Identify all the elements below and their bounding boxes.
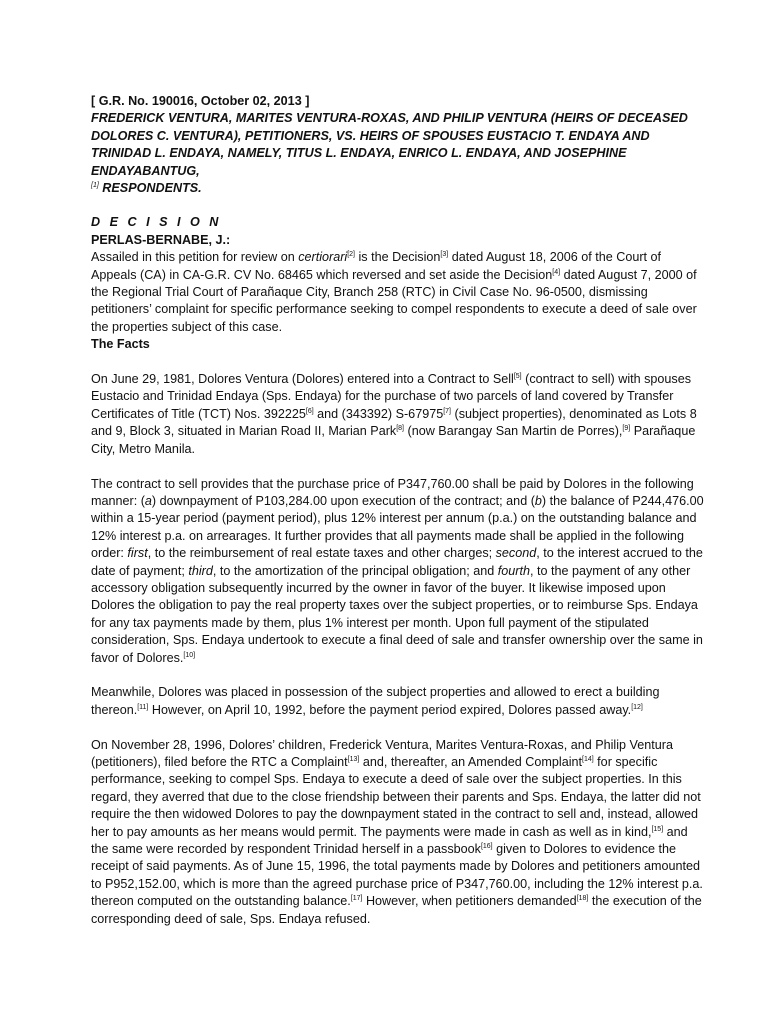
text-italic: b xyxy=(534,493,542,508)
case-title-text: FREDERICK VENTURA, MARITES VENTURA-ROXAS, AND PHILIP VENTURA (HEIRS OF DECEASED DOLORES C. VENTURA), PETITIONERS, VS. HEIRS OF SPOUSES EUSTACIO T. ENDAYA AND TRINIDAD L. ENDAYA, NAMELY, TITUS L. ENDAYA, ENRICO L. ENDAYA, AND JOSEPHINE ENDAYABANTUG, xyxy=(91,111,688,178)
text-run: is the Decision xyxy=(355,250,441,265)
text-run: ) downpayment of P103,284.00 upon execution of the contract; and ( xyxy=(151,493,535,508)
footnote-ref[interactable]: [4] xyxy=(552,268,561,276)
text-run: , to the amortization of the principal obligation; and xyxy=(212,563,498,578)
respondents-label: RESPONDENTS. xyxy=(98,181,202,196)
footnote-ref[interactable]: [6] xyxy=(305,407,314,415)
text-run: The contract to sell provides that the purchase price of P347,760.00 shall be paid by Dolores in the following manner: ( xyxy=(91,476,694,508)
footnote-ref[interactable]: [11] xyxy=(137,703,149,711)
text-run: and, thereafter, an Amended Complaint xyxy=(359,754,582,769)
facts-paragraph-1 xyxy=(91,371,708,458)
text-run: dated August 18, 2006 of the Court of Appeals (CA) in CA-G.R. CV No. 68465 which reversed and set aside the Decision xyxy=(91,250,662,282)
footnote-ref[interactable]: [10] xyxy=(183,651,196,659)
intro-paragraph xyxy=(91,249,708,336)
text-run: dated August 7, 2000 of the Regional Trial Court of Parañaque City, Branch 258 (RTC) in Civil Case No. 96-0500, dismissing petitioners’ complaint for specific performance seeking to compel respondents to execute a deed of sale over the properties subject of this case. xyxy=(91,267,697,334)
text-italic: third xyxy=(188,563,213,578)
facts-paragraph-4 xyxy=(91,737,708,928)
text-run: However, on April 10, 1992, before the payment period expired, Dolores passed away. xyxy=(148,702,632,717)
footnote-ref[interactable]: [12] xyxy=(631,703,643,711)
footnote-ref[interactable]: [16] xyxy=(480,842,493,850)
text-run: (contract to sell) with spouses Eustacio and Trinidad Endaya (Sps. Endaya) for the purchase of two parcels of land covered by Transfer Certificates of Title (TCT) Nos. 392225 xyxy=(91,372,692,421)
footnote-ref[interactable]: [2] xyxy=(347,251,355,259)
case-header xyxy=(91,93,708,197)
footnote-ref[interactable]: [15] xyxy=(651,825,664,833)
footnote-ref[interactable]: [1] xyxy=(91,181,99,189)
text-run: and the same were recorded by respondent Trinidad herself in a passbook xyxy=(91,824,688,856)
text-italic: a xyxy=(144,493,152,508)
text-run: , to the interest accrued to the date of payment; xyxy=(91,546,703,578)
text-run: , to the payment of any other accessory obligation subsequently incurred by the owner in favor of the buyer. It likewise imposed upon Dolores the obligation to pay the real property taxes over the subject properties, or to reimburse Sps. Endaya for any tax payments made by them, plus 1% interest per month. Upon full payment of the stipulated consideration, Sps. Endaya undertook to execute a final deed of sale and transfer ownership over the same in favor of Dolores. xyxy=(91,563,703,665)
decision-heading: D E C I S I O N xyxy=(91,215,222,230)
footnote-ref[interactable]: [3] xyxy=(440,251,449,259)
text-run: , to the reimbursement of real estate taxes and other charges; xyxy=(147,546,496,561)
facts-heading: The Facts xyxy=(91,337,150,352)
text-run: On June 29, 1981, Dolores Ventura (Dolores) entered into a Contract to Sell xyxy=(91,372,514,387)
facts-paragraph-2 xyxy=(91,476,708,667)
text-run: Assailed in this petition for review on xyxy=(91,250,299,265)
text-run: Parañaque City, Metro Manila. xyxy=(91,424,696,456)
text-run: (now Barangay San Martin de Porres), xyxy=(404,424,623,439)
text-run: However, when petitioners demanded xyxy=(362,894,577,909)
text-run: the execution of the corresponding deed of sale, Sps. Endaya refused. xyxy=(91,894,702,926)
facts-paragraph-3 xyxy=(91,684,708,719)
text-run: (subject properties), denominated as Lots 8 and 9, Block 3, situated in Marian Road II, Marian Park xyxy=(91,406,697,439)
text-run: for specific performance, seeking to compel Sps. Endaya to execute a deed of sale over the subject properties. In this regard, they averred that due to the close friendship between their parents and Sps. Endaya, the latter did not require the then widowed Dolores to pay the downpayment stated in the contract to sell and, instead, allowed her to pay amounts as her means would permit. The payments were made in cash as well as in kind, xyxy=(91,754,701,839)
footnote-ref[interactable]: [13] xyxy=(347,755,360,763)
text-run: Meanwhile, Dolores was placed in possession of the subject properties and allowed to erect a building thereon. xyxy=(91,685,660,717)
text-italic: fourth xyxy=(497,563,530,578)
footnote-ref[interactable]: [14] xyxy=(582,755,594,763)
case-number: [ G.R. No. 190016, October 02, 2013 ] xyxy=(91,94,310,108)
text-italic: first xyxy=(127,546,148,561)
text-run: given to Dolores to evidence the receipt of said payments. As of June 15, 1996, the total payments made by Dolores and petitioners amounted to P952,152.00, which is more than the agreed purchase price of P347,760.00, including the 12% interest p.a. thereon computed on the outstanding balance. xyxy=(91,842,703,909)
footnote-ref[interactable]: [5] xyxy=(513,372,522,380)
text-run: and (343392) S-67975 xyxy=(313,406,444,421)
text-italic: certiorari xyxy=(298,250,348,265)
ponente: PERLAS-BERNABE, J.: xyxy=(91,232,231,247)
text-run: ) the balance of P244,476.00 within a 15-year period (payment period), plus 12% interest per annum (p.a.) on the outstanding balance and 12% interest p.a. on arrearages. It further provides that all payments made shall be applied in the following order: xyxy=(91,493,704,561)
footnote-ref[interactable]: [18] xyxy=(576,895,589,903)
footnote-ref[interactable]: [7] xyxy=(443,407,452,415)
case-title xyxy=(91,110,708,197)
text-italic: second xyxy=(495,546,537,561)
footnote-ref[interactable]: [8] xyxy=(396,425,404,433)
footnote-ref[interactable]: [17] xyxy=(350,895,363,903)
text-run: On November 28, 1996, Dolores’ children, Frederick Ventura, Marites Ventura-Roxas, and Philip Ventura (petitioners), filed before the RTC a Complaint xyxy=(91,737,673,769)
footnote-ref[interactable]: [9] xyxy=(622,425,631,433)
